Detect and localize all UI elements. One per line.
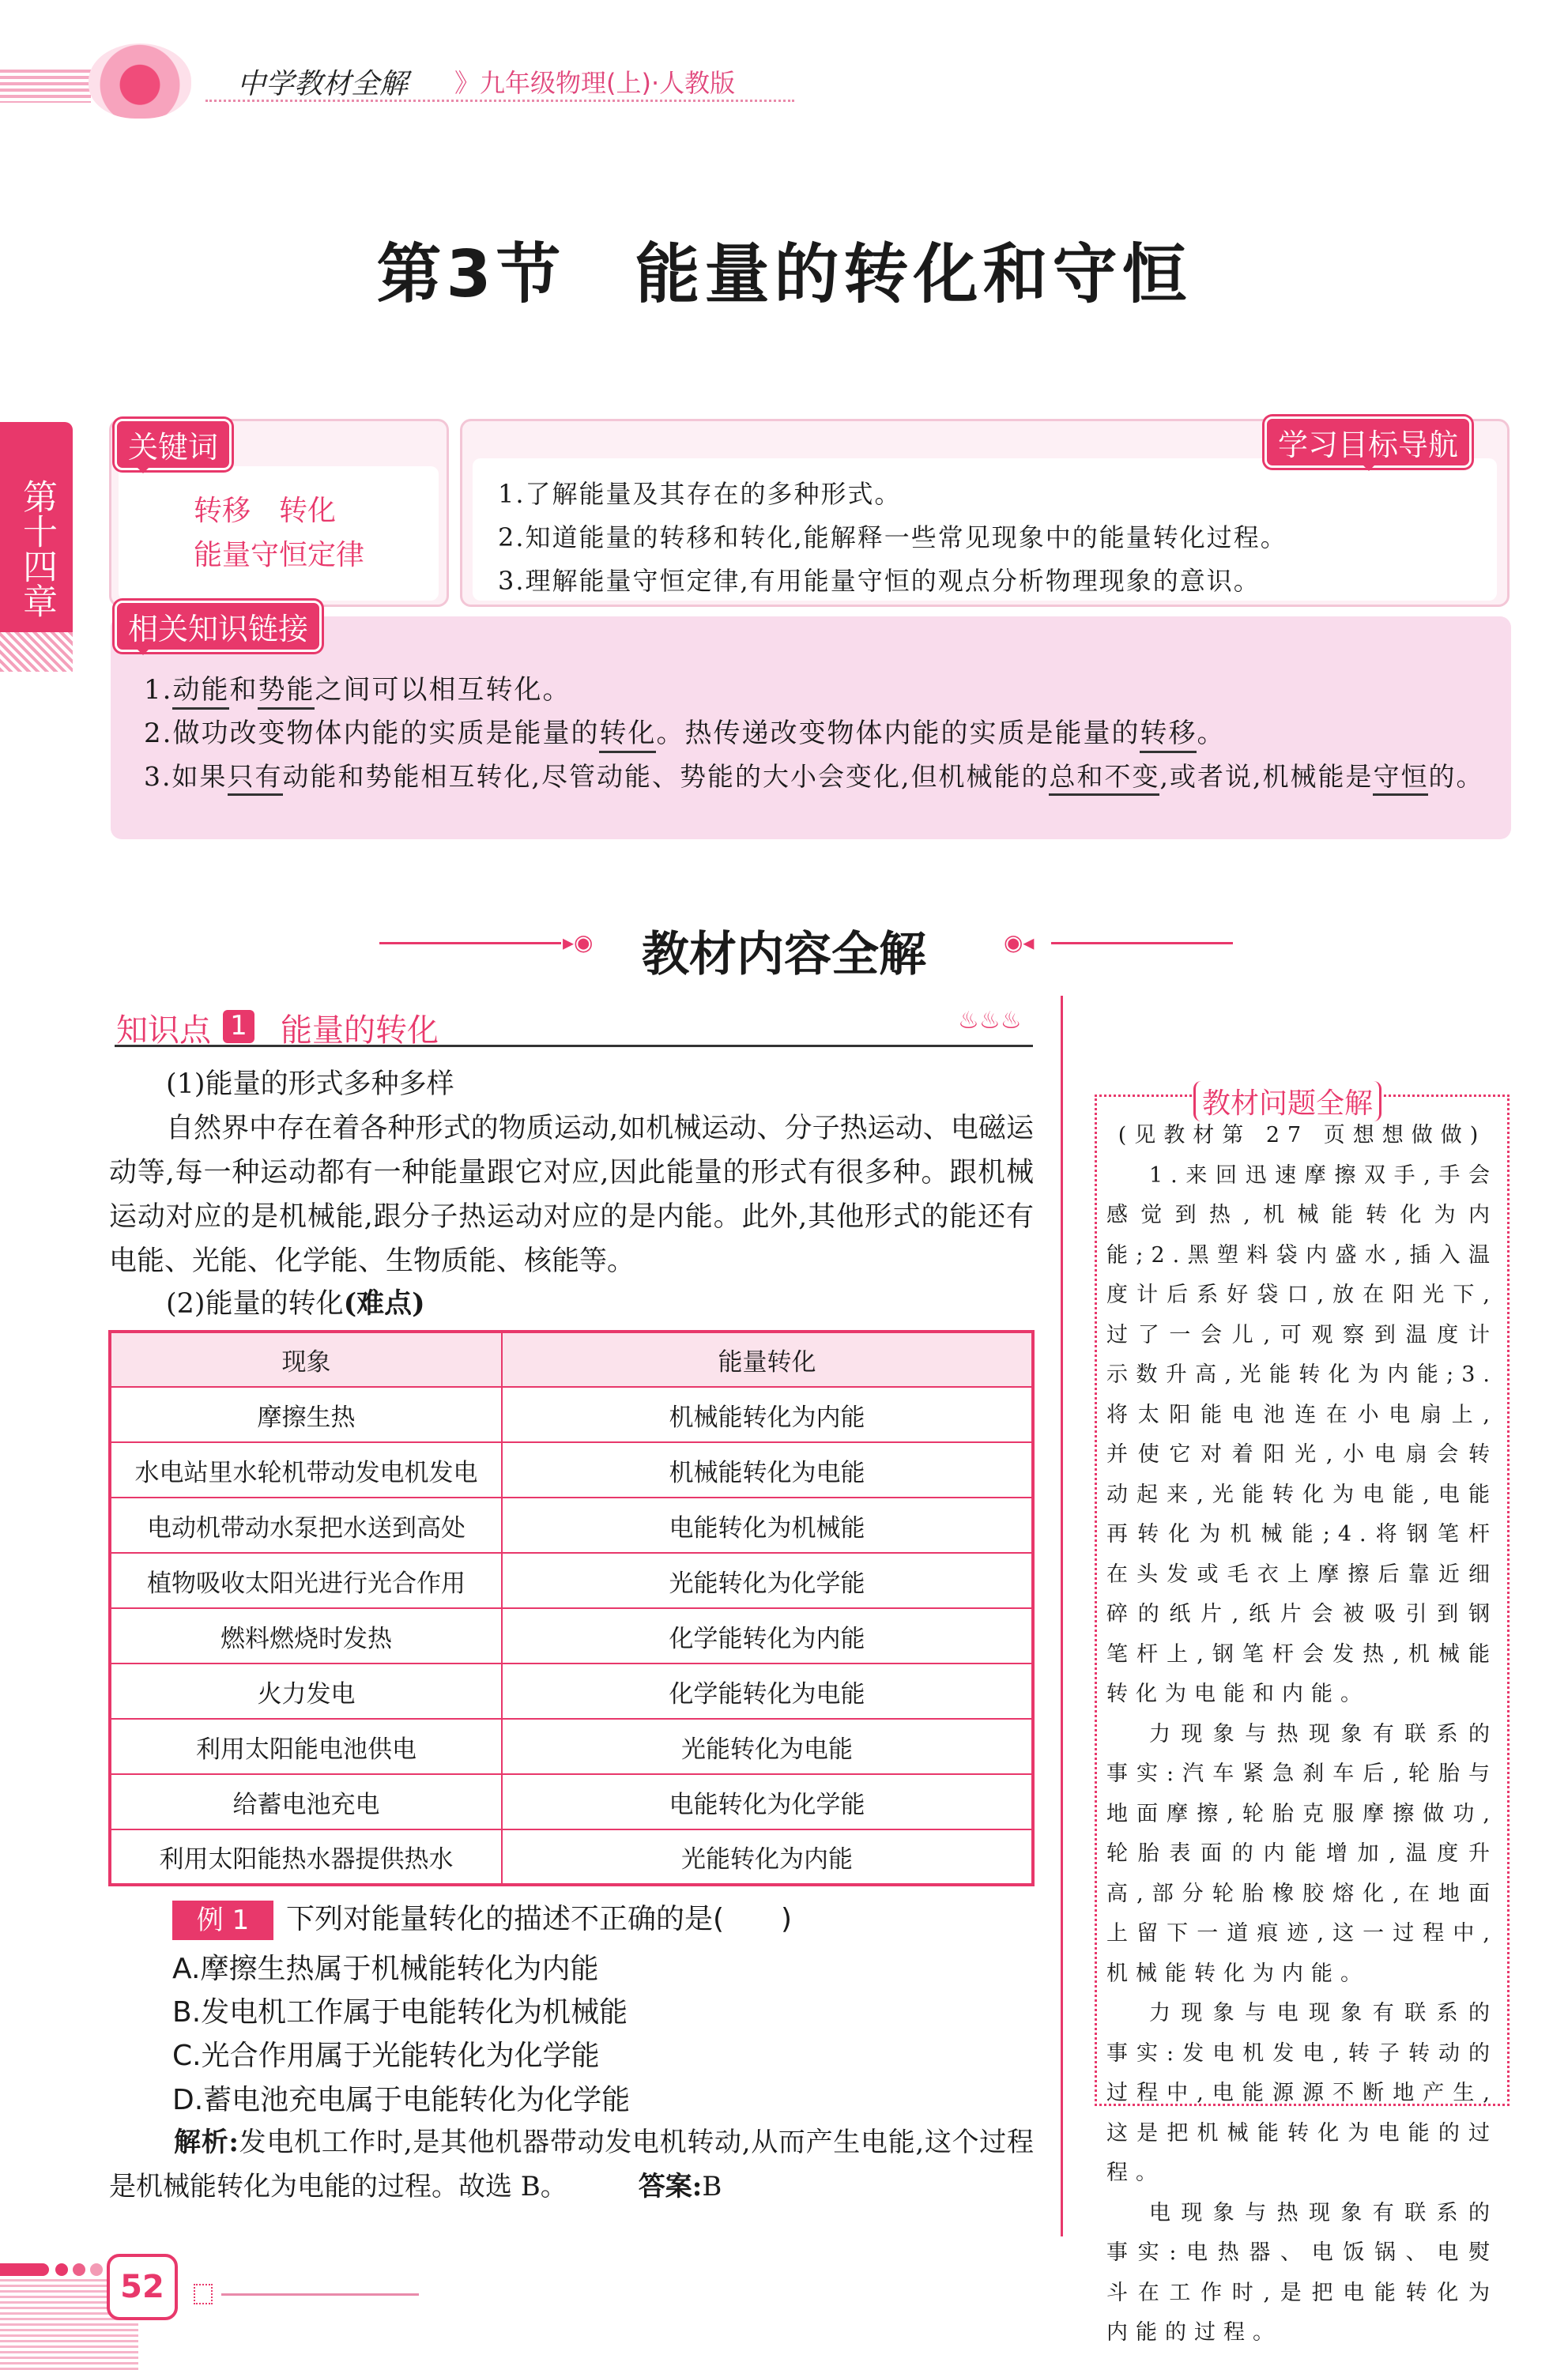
goal-item: 2.知道能量的转移和转化,能解释一些常见现象中的能量转化过程。: [498, 522, 1287, 552]
textbook-questions-body: [1106, 1116, 1498, 2353]
column-header: 现象: [110, 1332, 502, 1387]
book-subtitle: 》九年级物理(上)·人教版: [454, 68, 736, 98]
text: 1.: [144, 674, 173, 706]
subheading-2: [109, 1282, 1034, 1326]
cell: 电能转化为化学能: [502, 1774, 1033, 1829]
paragraph: 1.来回迅速摩擦双手,手会感觉到热,机械能转化为内能;2.黑塑料袋内盛水,插入温度计后系好袋口,放在阳光下,过了一会儿,可观察到温度计示数升高,光能转化为内能;3.将太阳能电池连在小电扇上,并使它对着阳光,小电扇会转动起来,光能转化为电能,电能再转化为机械能;4.将钢笔杆在头发或毛衣上摩擦后靠近细碎的纸片,纸片会被吸引到钢笔杆上,钢笔杆会发热,机械能转化为电能和内能。: [1106, 1162, 1498, 1706]
underlined-term: 总和不变: [1049, 761, 1159, 796]
text: ,或者说,机械能是: [1159, 761, 1374, 792]
option-d: D.蓄电池充电属于电能转化为化学能: [172, 2084, 631, 2116]
analysis: [109, 2120, 1034, 2209]
section-line-right: [1051, 942, 1233, 944]
keyword-item: 转移 转化: [194, 495, 337, 527]
text: 2.做功改变物体内能的实质是能量的: [144, 718, 600, 749]
table-row: [110, 1774, 1033, 1829]
goal-item: 1.了解能量及其存在的多种形式。: [498, 479, 902, 509]
underlined-term: 守: [1373, 761, 1400, 796]
cell: 利用太阳能热水器提供热水: [110, 1829, 502, 1885]
column-divider: [1061, 996, 1063, 2236]
footer-bar: [0, 2263, 49, 2276]
textbook-questions-tag: 教材问题全解: [1193, 1081, 1381, 1121]
related-item-2: [144, 711, 1225, 750]
page-number: 52: [107, 2254, 178, 2320]
footer-dot: [90, 2263, 103, 2276]
underlined-term: 恒: [1400, 761, 1428, 796]
page-title: 第3节 能量的转化和守恒: [376, 237, 1192, 312]
cell: 光能转化为内能: [502, 1829, 1033, 1885]
paragraph: 力现象与热现象有联系的事实:汽车紧急刹车后,轮胎与地面摩擦,轮胎克服摩擦做功,轮胎表面的内能增加,温度升高,部分轮胎橡胶熔化,在地面上留下一道痕迹,这一过程中,机械能转化为内能。: [1106, 1721, 1498, 1986]
knowledge-point-number: 1: [223, 1010, 254, 1043]
option-b: B.发电机工作属于电能转化为机械能: [172, 1996, 628, 2029]
table-row: [110, 1553, 1033, 1608]
goal-item: 3.理解能量守恒定律,有用能量守恒的观点分析物理现象的意识。: [498, 566, 1261, 596]
table-row: [110, 1387, 1033, 1442]
related-item-1: [144, 668, 571, 706]
section-heading: 教材内容全解: [642, 927, 926, 982]
paragraph: 自然界中存在着各种形式的物质运动,如机械运动、分子热运动、电磁运动等,每一种运动都有一种能量跟它对应,因此能量的形式有很多种。跟机械运动对应的是机械能,跟分子热运动对应的是内能。此外,其他形式的能还有电能、光能、化学能、生物质能、核能等。: [109, 1113, 1034, 1277]
related-knowledge-tag: 相关知识链接: [115, 601, 322, 652]
paragraph: 力现象与电现象有联系的事实:发电机发电,转子转动的过程中,电能源源不断地产生,这是把机械能转化为电能的过程。: [1106, 2001, 1498, 2185]
option-c: C.光合作用属于光能转化为化学能: [172, 2040, 600, 2072]
cell: 光能转化为化学能: [502, 1553, 1033, 1608]
cell: 化学能转化为内能: [502, 1608, 1033, 1664]
underlined-term: 动能: [172, 674, 229, 710]
difficulty-note: (难点): [343, 1287, 425, 1320]
knowledge-point-title: 能量的转化: [281, 1012, 439, 1049]
text: (2)能量的转化: [166, 1288, 344, 1320]
table-row: [110, 1664, 1033, 1719]
column-header: 能量转化: [502, 1332, 1033, 1387]
underlined-term: 势能: [258, 674, 315, 710]
option-a: A.摩擦生热属于机械能转化为内能: [172, 1953, 599, 1985]
cell: 机械能转化为电能: [502, 1442, 1033, 1498]
related-item-3: [144, 755, 1487, 799]
text: 动能和势能相互转化,尽管动能、势能的大小会变化,但机械能的: [282, 761, 1050, 792]
table-row: [110, 1719, 1033, 1774]
table-row: [110, 1608, 1033, 1664]
cell: 燃料燃烧时发热: [110, 1608, 502, 1664]
difficulty-flames-icon: ♨♨♨: [958, 1007, 1022, 1034]
cell: 光能转化为电能: [502, 1719, 1033, 1774]
underlined-term: 转化: [599, 718, 656, 753]
underlined-term: 转移: [1140, 718, 1197, 753]
cell: 摩擦生热: [110, 1387, 502, 1442]
reference: (见教材第 27 页想想做做): [1118, 1123, 1487, 1147]
paragraph: 电现象与热现象有联系的事实:电热器、电饭锅、电熨斗在工作时,是把电能转化为内能的过程。: [1106, 2200, 1498, 2345]
example-question: 下列对能量转化的描述不正确的是( ): [286, 1903, 793, 1935]
series-title: 中学教材全解: [237, 68, 409, 100]
answer-label: 答案:: [638, 2171, 703, 2202]
footer-square-icon: [194, 2284, 213, 2304]
footer-dot: [55, 2263, 68, 2276]
analysis-label: 解析:: [174, 2127, 239, 2158]
keyword-item: 能量守恒定律: [194, 539, 365, 571]
goals-tag: 学习目标导航: [1265, 416, 1472, 468]
text: 之间可以相互转化。: [315, 674, 571, 706]
knowledge-point-underline: [115, 1045, 1033, 1047]
example-tag: 例 1: [172, 1901, 273, 1940]
analysis-text: 发电机工作时,是其他机器带动发电机转动,从而产生电能,这个过程是机械能转化为电能的过程。故选 B。: [109, 2127, 1034, 2202]
book-logo-icon: [89, 43, 191, 119]
footer-line: [221, 2293, 419, 2296]
underlined-term: 只有: [228, 761, 283, 796]
knowledge-point-label: 知识点: [116, 1012, 211, 1049]
cell: 利用太阳能电池供电: [110, 1719, 502, 1774]
table-row: [110, 1498, 1033, 1553]
chapter-tab-stripes: [0, 632, 73, 672]
cell: 电动机带动水泵把水送到高处: [110, 1498, 502, 1553]
header-stripes: [0, 70, 91, 103]
table-row: [110, 1829, 1033, 1885]
cell: 化学能转化为电能: [502, 1664, 1033, 1719]
footer-dot: [73, 2263, 85, 2276]
text: 和: [229, 674, 258, 706]
table-row: [110, 1442, 1033, 1498]
text: 。热传递改变物体内能的实质是能量的: [656, 718, 1140, 749]
answer-value: B: [702, 2171, 722, 2202]
cell: 机械能转化为内能: [502, 1387, 1033, 1442]
header-divider: [205, 100, 794, 102]
chapter-tab: 第十四章: [0, 422, 73, 659]
subheading-1: (1)能量的形式多种多样: [166, 1068, 454, 1100]
table-header-row: [110, 1332, 1033, 1387]
text: 的。: [1428, 761, 1484, 792]
cell: 水电站里水轮机带动发电机发电: [110, 1442, 502, 1498]
keywords-tag: 关键词: [115, 419, 232, 470]
text: 。: [1197, 718, 1226, 749]
arrow-left-icon: ◉◂: [1004, 929, 1035, 955]
energy-conversion-table: [108, 1330, 1035, 1886]
cell: 植物吸收太阳光进行光合作用: [110, 1553, 502, 1608]
cell: 火力发电: [110, 1664, 502, 1719]
arrow-right-icon: ▸◉: [563, 929, 594, 955]
cell: 电能转化为机械能: [502, 1498, 1033, 1553]
cell: 给蓄电池充电: [110, 1774, 502, 1829]
text: 3.如果: [144, 761, 228, 792]
